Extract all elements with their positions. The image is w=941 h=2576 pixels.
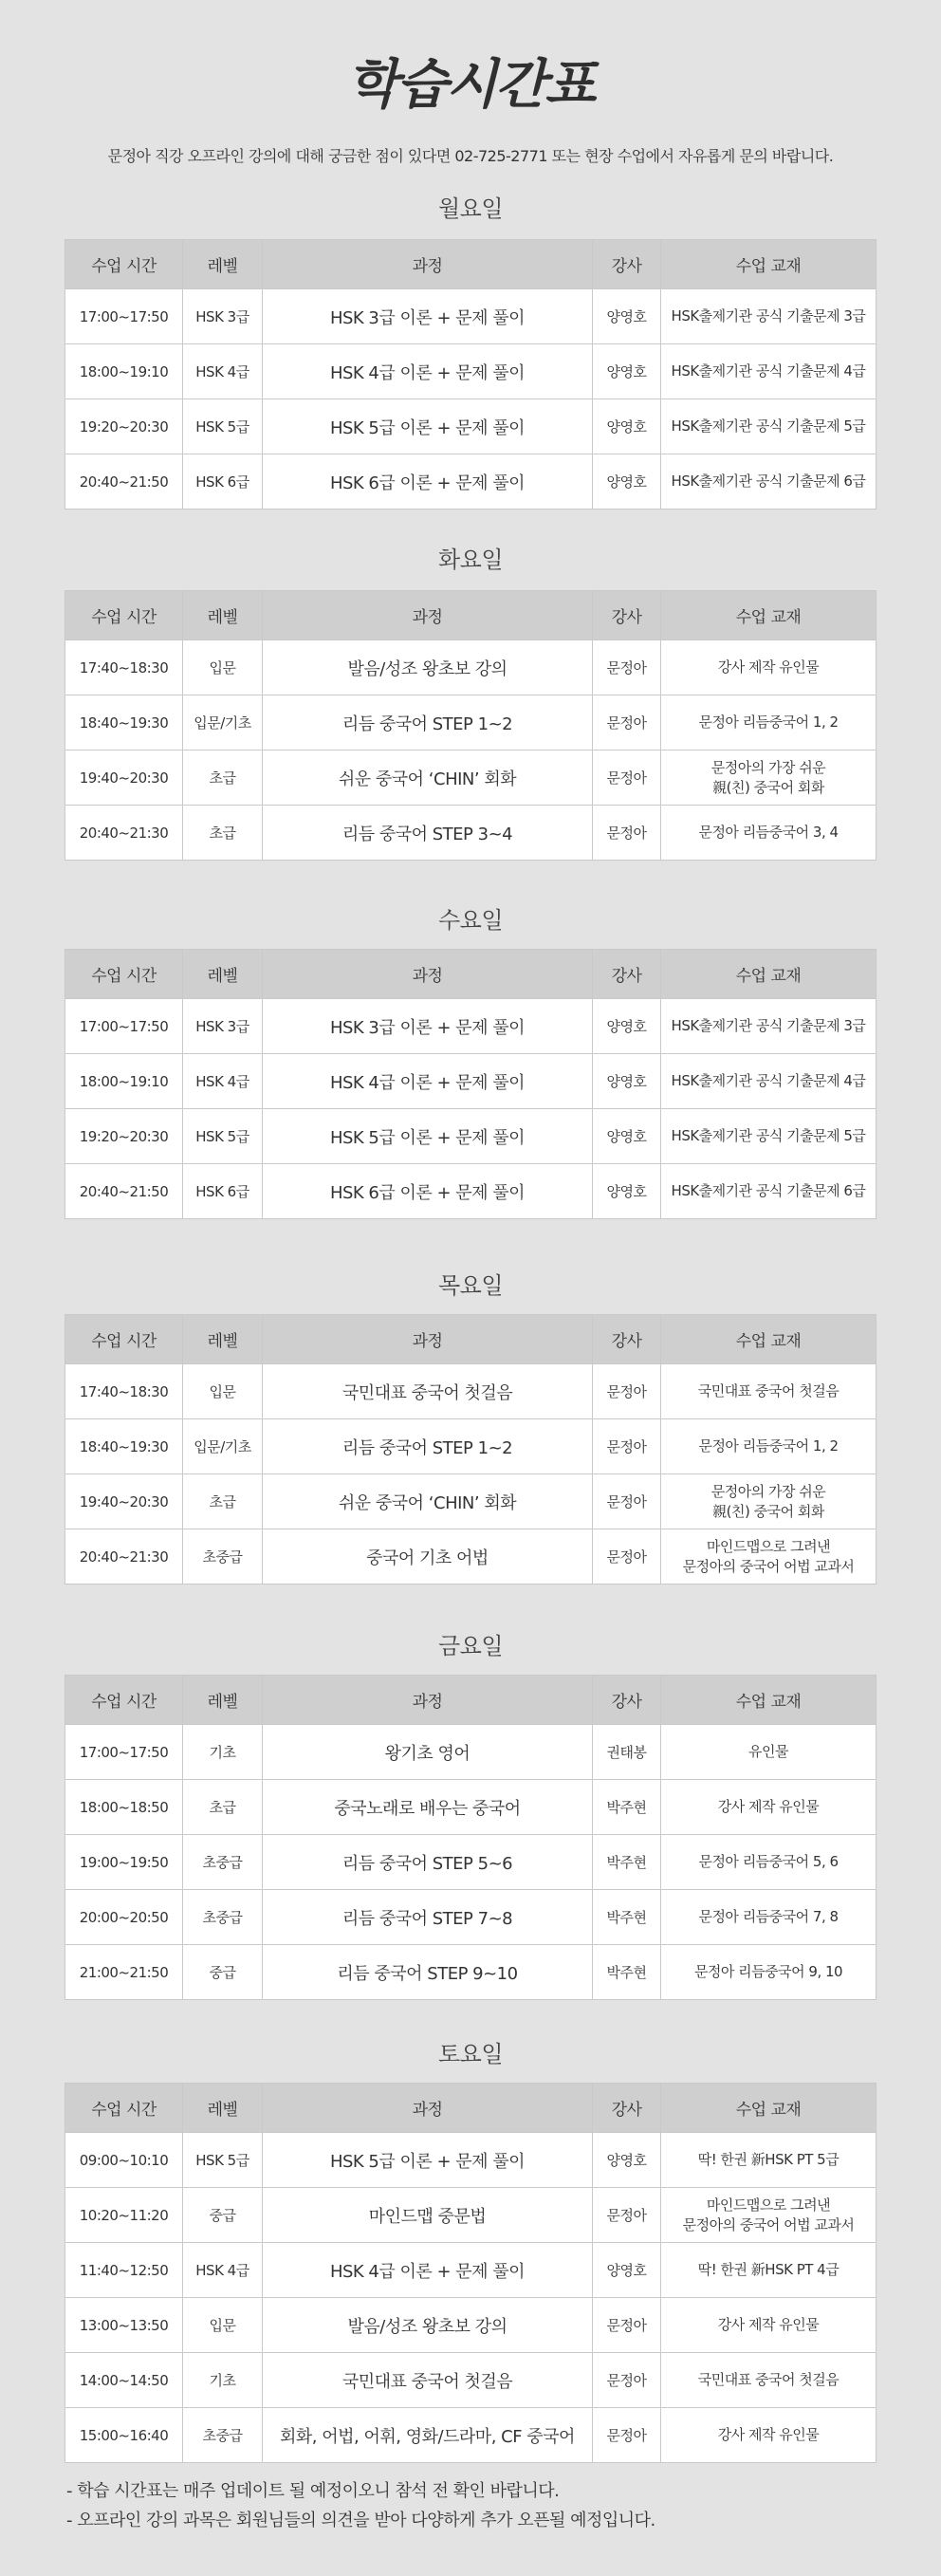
table-row bbox=[65, 2298, 876, 2353]
cell-course: 국민대표 중국어 첫걸음 bbox=[263, 1364, 593, 1419]
column-header-level: 레벨 bbox=[183, 2084, 263, 2133]
column-header-level: 레벨 bbox=[183, 591, 263, 640]
note-item: - 학습 시간표는 매주 업데이트 될 예정이오니 참석 전 확인 바랍니다. bbox=[66, 2481, 560, 2501]
cell-time: 18:40~19:30 bbox=[65, 695, 183, 751]
column-header-time: 수업 시간 bbox=[65, 1676, 183, 1725]
cell-course: 리듬 중국어 STEP 5~6 bbox=[263, 1835, 593, 1890]
table-row bbox=[65, 454, 876, 510]
cell-level: 초급 bbox=[183, 1780, 263, 1835]
cell-course: HSK 6급 이론 + 문제 풀이 bbox=[263, 1164, 593, 1219]
cell-course: 발음/성조 왕초보 강의 bbox=[263, 2298, 593, 2353]
cell-book: 문정아 리듬중국어 5, 6 bbox=[661, 1835, 876, 1890]
cell-time: 17:40~18:30 bbox=[65, 640, 183, 695]
cell-book: 문정아 리듬중국어 3, 4 bbox=[661, 806, 876, 861]
cell-time: 19:20~20:30 bbox=[65, 399, 183, 454]
column-header-time: 수업 시간 bbox=[65, 950, 183, 999]
table-row bbox=[65, 999, 876, 1054]
cell-teacher: 양영호 bbox=[593, 1109, 661, 1164]
cell-level: HSK 3급 bbox=[183, 999, 263, 1054]
cell-level: HSK 3급 bbox=[183, 289, 263, 344]
cell-time: 18:00~18:50 bbox=[65, 1780, 183, 1835]
table-header-row bbox=[65, 2084, 876, 2133]
column-header-course: 과정 bbox=[263, 591, 593, 640]
cell-level: HSK 5급 bbox=[183, 1109, 263, 1164]
cell-teacher: 박주현 bbox=[593, 1945, 661, 2000]
cell-course: 리듬 중국어 STEP 9~10 bbox=[263, 1945, 593, 2000]
cell-teacher: 박주현 bbox=[593, 1780, 661, 1835]
cell-book: 문정아의 가장 쉬운 親(친) 중국어 회화 bbox=[661, 751, 876, 806]
cell-book: 국민대표 중국어 첫걸음 bbox=[661, 2353, 876, 2408]
table-row bbox=[65, 2353, 876, 2408]
cell-teacher: 문정아 bbox=[593, 2188, 661, 2243]
table-row bbox=[65, 289, 876, 344]
column-header-teacher: 강사 bbox=[593, 1676, 661, 1725]
column-header-course: 과정 bbox=[263, 1676, 593, 1725]
cell-teacher: 문정아 bbox=[593, 2408, 661, 2463]
table-row bbox=[65, 1164, 876, 1219]
cell-book: 문정아 리듬중국어 7, 8 bbox=[661, 1890, 876, 1945]
column-header-teacher: 강사 bbox=[593, 240, 661, 289]
schedule-table bbox=[65, 2083, 876, 2463]
cell-time: 18:00~19:10 bbox=[65, 1054, 183, 1109]
cell-time: 17:00~17:50 bbox=[65, 289, 183, 344]
cell-course: 중국어 기초 어법 bbox=[263, 1529, 593, 1585]
intro-text: 문정아 직강 오프라인 강의에 대해 궁금한 점이 있다면 02-725-2771 또는 현장 수업에서 자유롭게 문의 바랍니다. bbox=[107, 147, 834, 165]
cell-book: 마인드맵으로 그려낸 문정아의 중국어 어법 교과서 bbox=[661, 1529, 876, 1585]
table-header-row bbox=[65, 1676, 876, 1725]
schedule-table bbox=[65, 239, 876, 510]
cell-book: 강사 제작 유인물 bbox=[661, 640, 876, 695]
cell-teacher: 박주현 bbox=[593, 1835, 661, 1890]
column-header-course: 과정 bbox=[263, 240, 593, 289]
cell-course: HSK 4급 이론 + 문제 풀이 bbox=[263, 1054, 593, 1109]
cell-teacher: 문정아 bbox=[593, 2353, 661, 2408]
cell-time: 15:00~16:40 bbox=[65, 2408, 183, 2463]
table-row bbox=[65, 1109, 876, 1164]
cell-time: 20:40~21:50 bbox=[65, 454, 183, 510]
cell-course: 발음/성조 왕초보 강의 bbox=[263, 640, 593, 695]
column-header-teacher: 강사 bbox=[593, 591, 661, 640]
cell-course: 리듬 중국어 STEP 1~2 bbox=[263, 695, 593, 751]
column-header-level: 레벨 bbox=[183, 950, 263, 999]
table-header-row bbox=[65, 1315, 876, 1364]
table-row bbox=[65, 1890, 876, 1945]
cell-time: 13:00~13:50 bbox=[65, 2298, 183, 2353]
cell-book: 문정아의 가장 쉬운 親(친) 중국어 회화 bbox=[661, 1474, 876, 1529]
cell-teacher: 문정아 bbox=[593, 695, 661, 751]
table-row bbox=[65, 1364, 876, 1419]
cell-teacher: 문정아 bbox=[593, 751, 661, 806]
column-header-book: 수업 교재 bbox=[661, 1315, 876, 1364]
cell-time: 17:00~17:50 bbox=[65, 999, 183, 1054]
cell-level: 초중급 bbox=[183, 1890, 263, 1945]
cell-level: HSK 6급 bbox=[183, 454, 263, 510]
cell-time: 20:40~21:30 bbox=[65, 1529, 183, 1585]
cell-level: 입문 bbox=[183, 640, 263, 695]
cell-course: HSK 3급 이론 + 문제 풀이 bbox=[263, 289, 593, 344]
cell-course: HSK 4급 이론 + 문제 풀이 bbox=[263, 344, 593, 399]
cell-teacher: 권태봉 bbox=[593, 1725, 661, 1780]
cell-time: 17:00~17:50 bbox=[65, 1725, 183, 1780]
cell-teacher: 문정아 bbox=[593, 2298, 661, 2353]
cell-book: HSK출제기관 공식 기출문제 5급 bbox=[661, 1109, 876, 1164]
cell-book: 문정아 리듬중국어 1, 2 bbox=[661, 695, 876, 751]
cell-level: 초급 bbox=[183, 751, 263, 806]
cell-level: HSK 4급 bbox=[183, 2243, 263, 2298]
cell-course: 리듬 중국어 STEP 3~4 bbox=[263, 806, 593, 861]
cell-course: 마인드맵 중문법 bbox=[263, 2188, 593, 2243]
cell-book: HSK출제기관 공식 기출문제 6급 bbox=[661, 1164, 876, 1219]
cell-book: 강사 제작 유인물 bbox=[661, 1780, 876, 1835]
column-header-book: 수업 교재 bbox=[661, 2084, 876, 2133]
cell-book: 딱! 한권 新HSK PT 5급 bbox=[661, 2133, 876, 2188]
cell-book: 딱! 한권 新HSK PT 4급 bbox=[661, 2243, 876, 2298]
cell-book: 유인물 bbox=[661, 1725, 876, 1780]
cell-level: 초급 bbox=[183, 806, 263, 861]
schedule-table bbox=[65, 590, 876, 861]
cell-course: 리듬 중국어 STEP 7~8 bbox=[263, 1890, 593, 1945]
cell-level: 초급 bbox=[183, 1474, 263, 1529]
cell-time: 09:00~10:10 bbox=[65, 2133, 183, 2188]
cell-level: HSK 5급 bbox=[183, 399, 263, 454]
cell-level: 초중급 bbox=[183, 2408, 263, 2463]
day-title: 토요일 bbox=[437, 2041, 504, 2067]
cell-book: HSK출제기관 공식 기출문제 4급 bbox=[661, 344, 876, 399]
cell-course: 중국노래로 배우는 중국어 bbox=[263, 1780, 593, 1835]
cell-time: 14:00~14:50 bbox=[65, 2353, 183, 2408]
column-header-book: 수업 교재 bbox=[661, 591, 876, 640]
cell-book: HSK출제기관 공식 기출문제 4급 bbox=[661, 1054, 876, 1109]
table-row bbox=[65, 640, 876, 695]
cell-time: 21:00~21:50 bbox=[65, 1945, 183, 2000]
cell-course: 국민대표 중국어 첫걸음 bbox=[263, 2353, 593, 2408]
cell-course: HSK 5급 이론 + 문제 풀이 bbox=[263, 2133, 593, 2188]
cell-level: HSK 4급 bbox=[183, 1054, 263, 1109]
cell-book: HSK출제기관 공식 기출문제 3급 bbox=[661, 289, 876, 344]
table-row bbox=[65, 1945, 876, 2000]
cell-teacher: 양영호 bbox=[593, 1164, 661, 1219]
day-title: 금요일 bbox=[437, 1633, 504, 1659]
table-row bbox=[65, 2188, 876, 2243]
cell-book: 강사 제작 유인물 bbox=[661, 2408, 876, 2463]
cell-time: 19:40~20:30 bbox=[65, 1474, 183, 1529]
table-row bbox=[65, 806, 876, 861]
cell-teacher: 양영호 bbox=[593, 454, 661, 510]
cell-level: HSK 6급 bbox=[183, 1164, 263, 1219]
column-header-time: 수업 시간 bbox=[65, 591, 183, 640]
cell-time: 11:40~12:50 bbox=[65, 2243, 183, 2298]
cell-teacher: 문정아 bbox=[593, 640, 661, 695]
cell-time: 19:20~20:30 bbox=[65, 1109, 183, 1164]
cell-teacher: 문정아 bbox=[593, 1474, 661, 1529]
cell-course: 회화, 어법, 어휘, 영화/드라마, CF 중국어 bbox=[263, 2408, 593, 2463]
cell-book: 문정아 리듬중국어 9, 10 bbox=[661, 1945, 876, 2000]
cell-teacher: 양영호 bbox=[593, 2243, 661, 2298]
table-row bbox=[65, 1780, 876, 1835]
schedule-table bbox=[65, 1675, 876, 2000]
cell-level: HSK 4급 bbox=[183, 344, 263, 399]
note-item: - 오프라인 강의 과목은 회원님들의 의견을 받아 다양하게 추가 오픈될 예정입니다. bbox=[66, 2511, 655, 2530]
column-header-time: 수업 시간 bbox=[65, 240, 183, 289]
cell-course: HSK 6급 이론 + 문제 풀이 bbox=[263, 454, 593, 510]
cell-time: 19:00~19:50 bbox=[65, 1835, 183, 1890]
cell-level: 중급 bbox=[183, 1945, 263, 2000]
column-header-time: 수업 시간 bbox=[65, 2084, 183, 2133]
table-row bbox=[65, 2408, 876, 2463]
cell-level: 입문/기초 bbox=[183, 1419, 263, 1474]
column-header-course: 과정 bbox=[263, 2084, 593, 2133]
column-header-teacher: 강사 bbox=[593, 950, 661, 999]
table-row bbox=[65, 1835, 876, 1890]
cell-level: 기초 bbox=[183, 1725, 263, 1780]
cell-teacher: 문정아 bbox=[593, 1419, 661, 1474]
table-row bbox=[65, 1474, 876, 1529]
cell-book: 문정아 리듬중국어 1, 2 bbox=[661, 1419, 876, 1474]
day-title: 월요일 bbox=[437, 195, 504, 222]
column-header-level: 레벨 bbox=[183, 1315, 263, 1364]
schedule-table bbox=[65, 1314, 876, 1585]
cell-book: 마인드맵으로 그려낸 문정아의 중국어 어법 교과서 bbox=[661, 2188, 876, 2243]
table-row bbox=[65, 344, 876, 399]
column-header-level: 레벨 bbox=[183, 1676, 263, 1725]
cell-time: 18:40~19:30 bbox=[65, 1419, 183, 1474]
cell-level: 입문 bbox=[183, 1364, 263, 1419]
page-title: 학습시간표 bbox=[346, 54, 595, 116]
table-row bbox=[65, 399, 876, 454]
cell-time: 17:40~18:30 bbox=[65, 1364, 183, 1419]
schedule-table bbox=[65, 949, 876, 1219]
column-header-book: 수업 교재 bbox=[661, 950, 876, 999]
cell-level: 초중급 bbox=[183, 1835, 263, 1890]
cell-course: 쉬운 중국어 ‘CHIN’ 회화 bbox=[263, 1474, 593, 1529]
cell-course: HSK 5급 이론 + 문제 풀이 bbox=[263, 1109, 593, 1164]
notes bbox=[66, 2476, 655, 2535]
cell-teacher: 양영호 bbox=[593, 2133, 661, 2188]
table-row bbox=[65, 751, 876, 806]
table-row bbox=[65, 695, 876, 751]
column-header-level: 레벨 bbox=[183, 240, 263, 289]
cell-level: HSK 5급 bbox=[183, 2133, 263, 2188]
cell-course: 리듬 중국어 STEP 1~2 bbox=[263, 1419, 593, 1474]
cell-time: 19:40~20:30 bbox=[65, 751, 183, 806]
day-title: 수요일 bbox=[437, 907, 504, 934]
cell-book: 국민대표 중국어 첫걸음 bbox=[661, 1364, 876, 1419]
cell-time: 18:00~19:10 bbox=[65, 344, 183, 399]
cell-teacher: 문정아 bbox=[593, 1364, 661, 1419]
cell-teacher: 문정아 bbox=[593, 1529, 661, 1585]
day-title: 목요일 bbox=[437, 1272, 504, 1299]
table-header-row bbox=[65, 950, 876, 999]
cell-book: HSK출제기관 공식 기출문제 5급 bbox=[661, 399, 876, 454]
column-header-time: 수업 시간 bbox=[65, 1315, 183, 1364]
day-title: 화요일 bbox=[437, 547, 504, 573]
table-row bbox=[65, 2133, 876, 2188]
cell-level: 입문 bbox=[183, 2298, 263, 2353]
cell-teacher: 양영호 bbox=[593, 999, 661, 1054]
table-row bbox=[65, 2243, 876, 2298]
column-header-teacher: 강사 bbox=[593, 2084, 661, 2133]
table-row bbox=[65, 1725, 876, 1780]
table-row bbox=[65, 1529, 876, 1585]
cell-teacher: 양영호 bbox=[593, 344, 661, 399]
cell-time: 20:40~21:50 bbox=[65, 1164, 183, 1219]
cell-time: 20:40~21:30 bbox=[65, 806, 183, 861]
cell-book: HSK출제기관 공식 기출문제 3급 bbox=[661, 999, 876, 1054]
column-header-book: 수업 교재 bbox=[661, 1676, 876, 1725]
cell-course: 쉬운 중국어 ‘CHIN’ 회화 bbox=[263, 751, 593, 806]
cell-level: 입문/기초 bbox=[183, 695, 263, 751]
cell-book: HSK출제기관 공식 기출문제 6급 bbox=[661, 454, 876, 510]
cell-teacher: 양영호 bbox=[593, 289, 661, 344]
cell-teacher: 양영호 bbox=[593, 399, 661, 454]
cell-time: 10:20~11:20 bbox=[65, 2188, 183, 2243]
cell-level: 기초 bbox=[183, 2353, 263, 2408]
cell-teacher: 문정아 bbox=[593, 806, 661, 861]
cell-course: HSK 5급 이론 + 문제 풀이 bbox=[263, 399, 593, 454]
column-header-course: 과정 bbox=[263, 950, 593, 999]
table-header-row bbox=[65, 591, 876, 640]
cell-book: 강사 제작 유인물 bbox=[661, 2298, 876, 2353]
cell-course: HSK 3급 이론 + 문제 풀이 bbox=[263, 999, 593, 1054]
cell-level: 초중급 bbox=[183, 1529, 263, 1585]
column-header-teacher: 강사 bbox=[593, 1315, 661, 1364]
cell-level: 중급 bbox=[183, 2188, 263, 2243]
cell-time: 20:00~20:50 bbox=[65, 1890, 183, 1945]
column-header-book: 수업 교재 bbox=[661, 240, 876, 289]
column-header-course: 과정 bbox=[263, 1315, 593, 1364]
cell-course: HSK 4급 이론 + 문제 풀이 bbox=[263, 2243, 593, 2298]
table-row bbox=[65, 1054, 876, 1109]
table-row bbox=[65, 1419, 876, 1474]
cell-teacher: 박주현 bbox=[593, 1890, 661, 1945]
cell-course: 왕기초 영어 bbox=[263, 1725, 593, 1780]
cell-teacher: 양영호 bbox=[593, 1054, 661, 1109]
table-header-row bbox=[65, 240, 876, 289]
